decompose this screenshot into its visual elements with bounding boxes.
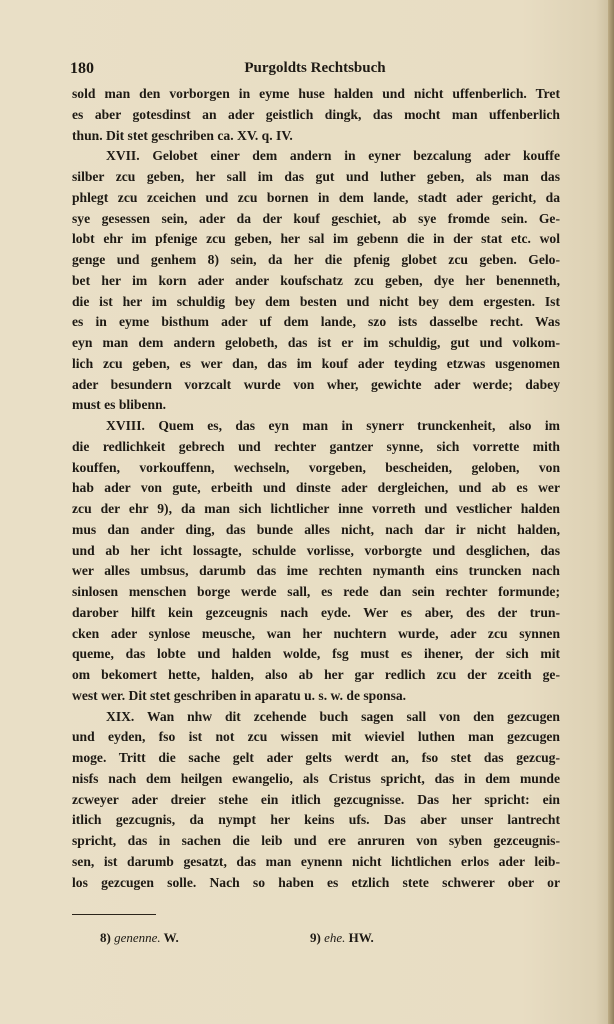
footnote-9: [310, 930, 374, 946]
body-text: [72, 84, 560, 893]
page-header: [70, 60, 560, 82]
footnote-8: [100, 930, 179, 946]
text-line: sinlosen menschen borge werde sall, es rede dan sein rechter formunde;: [72, 584, 560, 599]
text-line: lobt ehr im pfenige zcu geben, her sal im gebenn die in der stat etc. wol: [72, 231, 560, 247]
footnote-9-source: HW.: [348, 930, 374, 945]
text-line: darober hilft kein gezceugnis nach eyde. Wer es aber, des der trun-: [72, 604, 560, 620]
text-line: die redlichkeit gebrech und rechter gantzer synne, sich vorrette mith: [72, 438, 560, 454]
text-line: und eyden, fso ist not zcu wissen mit wieviel luthen man gezcugen: [72, 729, 560, 745]
page-edge: [608, 0, 614, 1024]
text-line: silber zcu geben, her sall im das gut und luther geben, als man das: [72, 169, 560, 184]
text-line: es aber gotesdinst an ader geistlich dingk, das mocht man uffenberlich: [72, 106, 560, 122]
text-line: hab ader von gute, erbeith und dinste ader dergleichen, und ab es wer: [72, 480, 560, 496]
footnote-9-text: ehe.: [324, 930, 346, 945]
text-line: must es blibenn.: [72, 397, 167, 413]
footnote-8-number: 8): [100, 930, 111, 945]
text-line: genge und genhem 8) sein, da her die pfenig globet zcu geben. Gelo-: [72, 252, 560, 267]
running-title: Purgoldts Rechtsbuch: [244, 60, 386, 76]
footnote-divider: [72, 914, 156, 915]
text-line: om bekomert hette, halden, also ab her gar redlich zcu der zceith ge-: [72, 667, 560, 682]
text-line: moge. Tritt die sache gelt ader gelts werdt an, fso stet das gezcug-: [72, 750, 560, 765]
section-xviii-start: XVIII. Quem es, das eyn man in synerr trunckenheit, also im: [106, 418, 560, 433]
text-line: spricht, das in sachen die leib und ere anruren von syben gezceugnis-: [72, 833, 560, 848]
text-line: bet her im korn ader ander koufschatz zcu geben, dye her benenneth,: [72, 272, 560, 288]
text-line: los gezcugen solle. Nach so haben es etzlich stete schwerer ober or: [72, 874, 560, 890]
text-line: sye gesessen sein, ader da der kouf geschiet, ab sye fromde sein. Ge-: [72, 210, 560, 226]
page-number: 180: [70, 60, 94, 77]
text-line: zcu der ehr 9), da man sich lichtlicher inne vorreth und vestlicher halden: [72, 501, 560, 516]
footnotes: [100, 930, 520, 950]
text-line: ader besundern vorzcalt wurde von wher, gewichte ader werde; dabey: [72, 376, 560, 392]
footnote-9-number: 9): [310, 930, 321, 945]
text-line: itlich gezcugnis, da nympt her keins ufs. Das aber unser lantrecht: [72, 812, 560, 828]
text-line: die ist her im schuldig bey dem besten und nicht bey dem ergesten. Ist: [72, 293, 560, 309]
text-line: mus dan ander ding, das bunde alles nicht, nach dar ir nicht halden,: [72, 521, 560, 537]
text-line: west wer. Dit stet geschriben in aparatu u. s. w. de sponsa.: [72, 687, 407, 703]
text-line: phlegt zcu zceichen und zcu bornen in dem lande, stadt ader gericht, da: [72, 189, 560, 205]
section-xvii-start: XVII. Gelobet einer dem andern in eyner bezcalung ader kouffe: [106, 148, 560, 164]
section-xix-start: XIX. Wan nhw dit zcehende buch sagen sall von den gezcugen: [106, 708, 560, 724]
text-line: lich zcu geben, es wer dan, das im kouf ader teyding etzwas usgenomen: [72, 355, 560, 371]
text-line: kouffen, vorkouffenn, wechseln, vorgeben, bescheiden, geloben, von: [72, 459, 560, 475]
text-line: cken ader synlose meusche, wan her nuchtern wurde, ader zcu synnen: [72, 625, 560, 641]
text-line: eyn man dem andern gelobeth, das ist er im schuldig, gut und volkom-: [72, 335, 560, 350]
text-line: nisfs nach dem heilgen ewangelio, als Cristus spricht, das in dem munde: [72, 770, 560, 786]
footnote-8-source: W.: [163, 930, 179, 945]
text-line: sen, ist darumb gesatzt, das man eynenn nicht lichtlichen erlos ader leib-: [72, 853, 560, 869]
text-line: und ab her icht lossagte, schulde vorlisse, vorborgte und desglichen, das: [72, 542, 560, 558]
footnote-8-text: genenne.: [114, 930, 161, 945]
text-line: thun. Dit stet geschriben ca. XV. q. IV.: [72, 127, 293, 143]
text-line: es in eyme bisthum ader uf dem lande, szo ists dasselbe recht. Was: [72, 314, 560, 330]
text-line: zcweyer ader dreier stehe ein itlich gezcugnisse. Das her spricht: ein: [72, 791, 560, 807]
text-line: queme, das lobte und halden wolde, fsg must es ihener, der sich mit: [72, 646, 560, 662]
text-line: sold man den vorborgen in eyme huse halden und nicht uffenberlich. Tret: [72, 86, 560, 101]
text-line: wer alles umbsus, darumb das ime rechten nymanth eins truncken nach: [72, 563, 560, 579]
